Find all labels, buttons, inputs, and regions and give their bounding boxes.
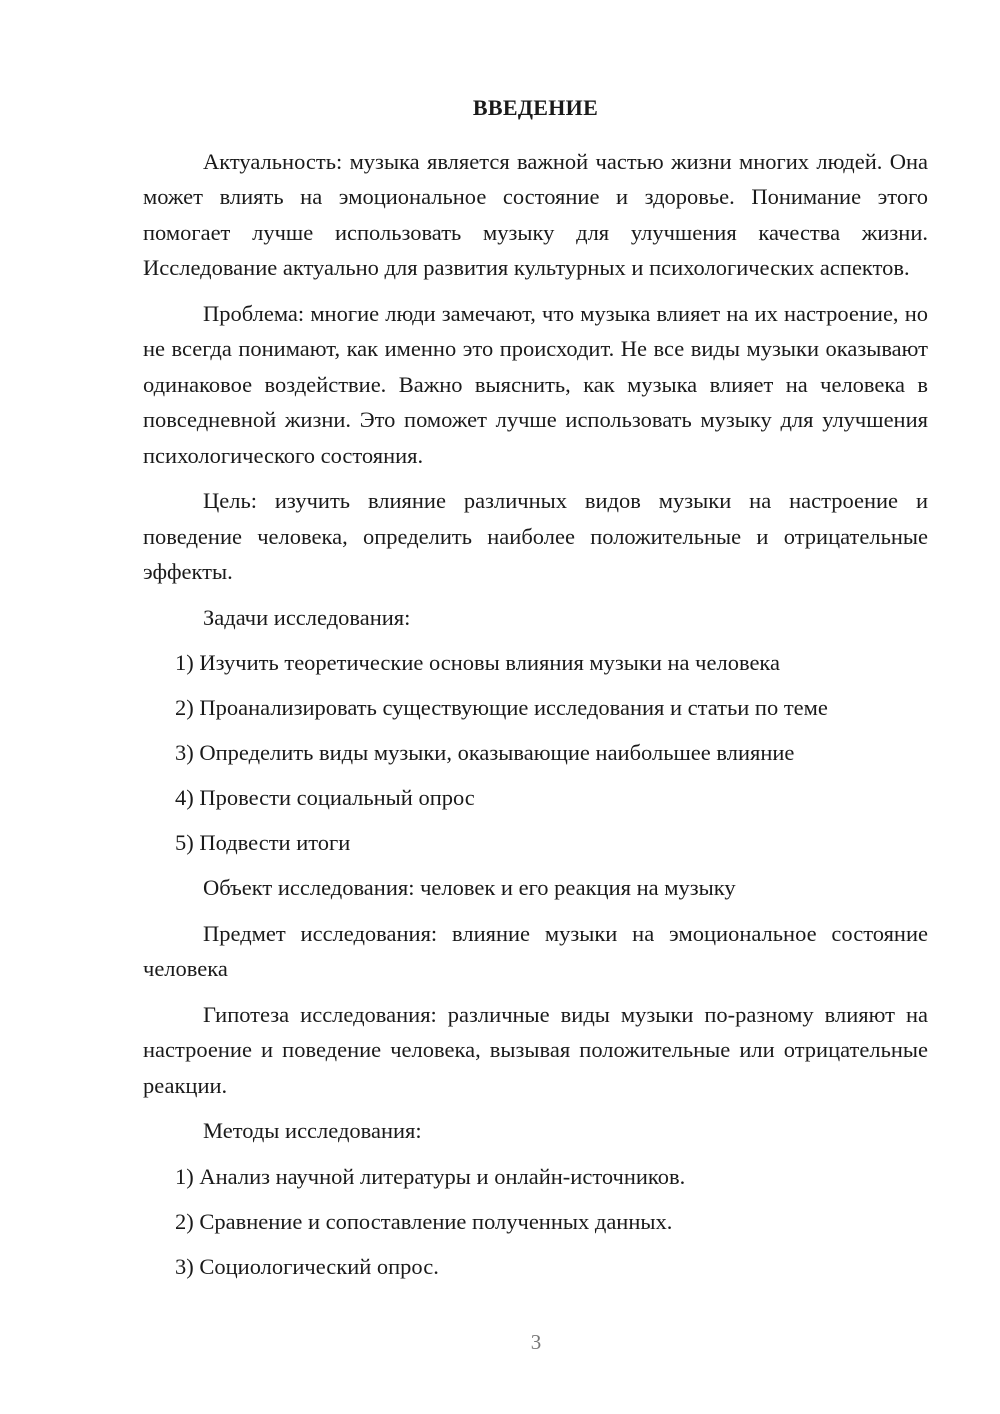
method-item: 3) Социологический опрос. <box>175 1253 439 1279</box>
task-item: 1) Изучить теоретические основы влияния музыки на человека <box>175 650 781 675</box>
relevance-paragraph: Актуальность: музыка является важной частью жизни многих людей. Она может влиять на эмоциональное состояние и здоровье. Понимание этого помогает лучше использовать музыку для улучшения качества жизни. Исследование актуально для развития культурных и психологических аспектов. <box>143 148 928 280</box>
goal-paragraph: Цель: изучить влияние различных видов музыки на настроение и поведение человека, определить наиболее положительные и отрицательные эффекты. <box>143 488 928 584</box>
tasks-label: Задачи исследования: <box>203 604 411 630</box>
task-item: 3) Определить виды музыки, оказывающие наибольшее влияние <box>175 740 795 765</box>
task-item: 4) Провести социальный опрос <box>175 785 475 810</box>
subject-paragraph: Предмет исследования: влияние музыки на эмоциональное состояние человека <box>143 920 928 981</box>
object-paragraph: Объект исследования: человек и его реакция на музыку <box>203 875 736 900</box>
problem-paragraph: Проблема: многие люди замечают, что музыка влияет на их настроение, но не всегда понимают, как именно это происходит. Не все виды музыки оказывают одинаковое воздействие. Важно выяснить, как музыка влияет на человека в повседневной жизни. Это поможет лучше использовать музыку для улучшения психологического состояния. <box>143 300 928 468</box>
text-column <box>143 90 928 1294</box>
task-item: 5) Подвести итоги <box>175 830 351 855</box>
section-heading: ВВЕДЕНИЕ <box>472 95 599 120</box>
task-item: 2) Проанализировать существующие исследования и статьи по теме <box>175 695 828 720</box>
hypothesis-paragraph: Гипотеза исследования: различные виды музыки по-разному влияют на настроение и поведение человека, вызывая положительные или отрицательные реакции. <box>143 1001 928 1098</box>
page-number: 3 <box>530 1330 542 1354</box>
methods-label: Методы исследования: <box>203 1118 422 1143</box>
method-item: 2) Сравнение и сопоставление полученных данных. <box>175 1208 673 1234</box>
method-item: 1) Анализ научной литературы и онлайн-источников. <box>175 1163 686 1189</box>
